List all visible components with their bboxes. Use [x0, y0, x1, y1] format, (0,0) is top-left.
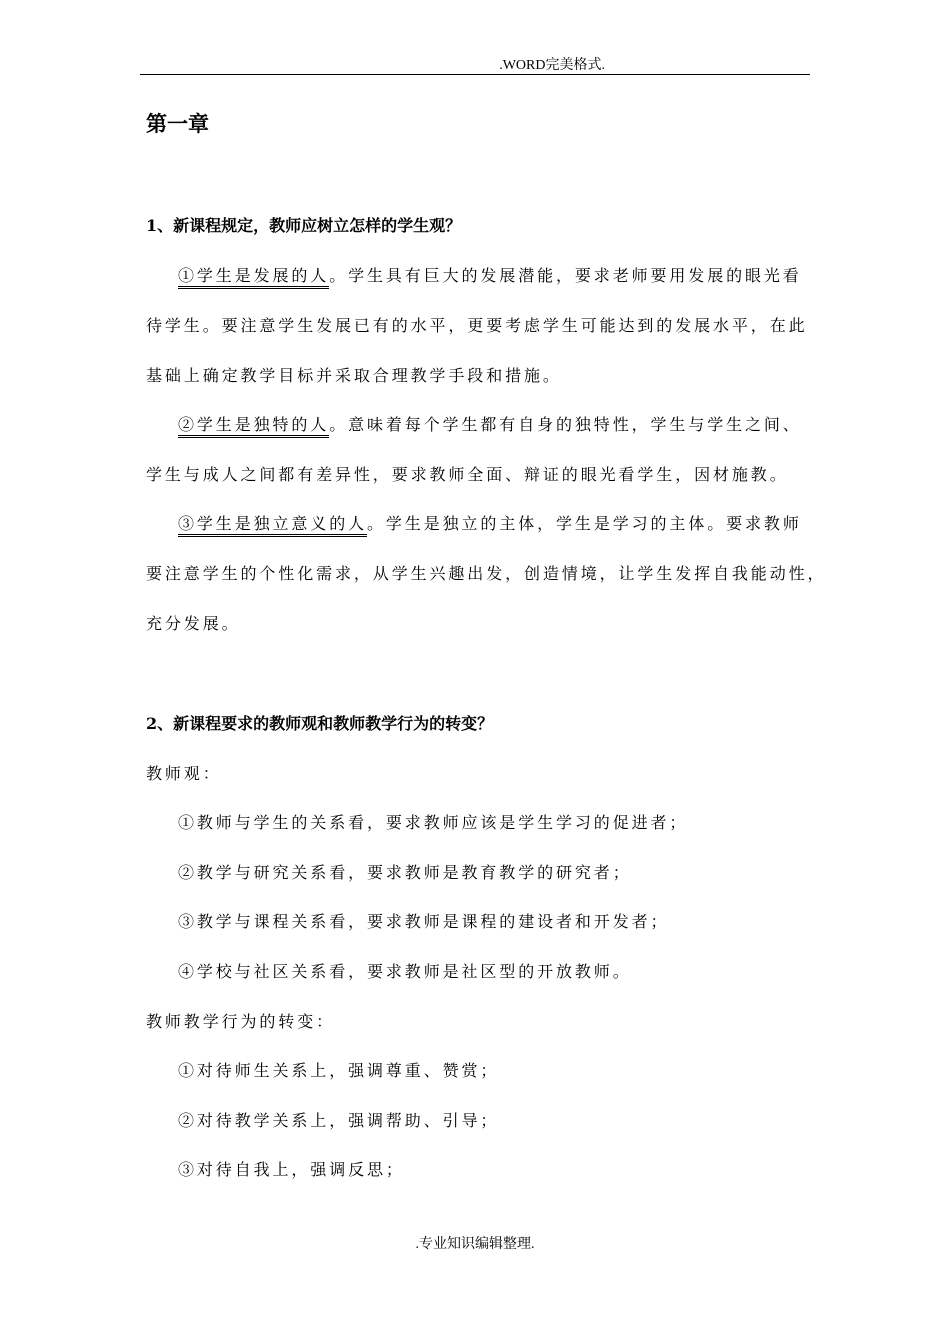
- q1-p1-line-2: 待学生。要注意学生发展已有的水平，更要考虑学生可能达到的发展水平，在此: [146, 316, 808, 335]
- behavior-label: 教师教学行为的转变：: [146, 1012, 336, 1031]
- q1-p2-lead: ②学生是独特的人: [178, 415, 329, 438]
- q1-p2-text: 。意味着每个学生都有自身的独特性，学生与学生之间、: [329, 415, 802, 434]
- teacher-view-label: 教师观：: [146, 764, 222, 783]
- behavior-item: ①对待师生关系上，强调尊重、赞赏；: [178, 1061, 500, 1080]
- q1-p2-line-2: 学生与成人之间都有差异性，要求教师全面、辩证的眼光看学生，因材施教。: [146, 465, 789, 484]
- q1-p3-text: 。学生是独立的主体，学生是学习的主体。要求教师: [367, 514, 802, 533]
- question-1-title: 1、新课程规定，教师应树立怎样的学生观？: [146, 216, 462, 235]
- question-2-title: 2、新课程要求的教师观和教师教学行为的转变？: [146, 714, 494, 733]
- behavior-item: ②对待教学关系上，强调帮助、引导；: [178, 1111, 500, 1130]
- q1-p3-lead: ③学生是独立意义的人: [178, 514, 367, 537]
- behavior-item: ③对待自我上，强调反思；: [178, 1160, 405, 1179]
- q1-p1-text: 。学生具有巨大的发展潜能，要求老师要用发展的眼光看: [329, 266, 802, 285]
- page-footer: .专业知识编辑整理.: [415, 1237, 535, 1252]
- teacher-view-item: ④学校与社区关系看，要求教师是社区型的开放教师。: [178, 962, 632, 981]
- teacher-view-item: ②教学与研究关系看，要求教师是教育教学的研究者；: [178, 863, 632, 882]
- q1-p1-line-1: [178, 263, 802, 286]
- header-text: .WORD完美格式.: [499, 58, 605, 73]
- q1-p3-line-3: 充分发展。: [146, 614, 241, 633]
- q1-p3-line-1: [178, 511, 802, 534]
- q1-p1-lead: ①学生是发展的人: [178, 266, 329, 289]
- q1-p1-line-3: 基础上确定教学目标并采取合理教学手段和措施。: [146, 366, 562, 385]
- chapter-title: 第一章: [146, 111, 209, 136]
- teacher-view-item: ①教师与学生的关系看，要求教师应该是学生学习的促进者；: [178, 813, 689, 832]
- q1-p2-line-1: [178, 412, 802, 435]
- page-header: [140, 52, 810, 75]
- teacher-view-item: ③教学与课程关系看，要求教师是课程的建设者和开发者；: [178, 912, 670, 931]
- q1-p3-line-2: 要注意学生的个性化需求，从学生兴趣出发，创造情境，让学生发挥自我能动性，: [146, 564, 827, 583]
